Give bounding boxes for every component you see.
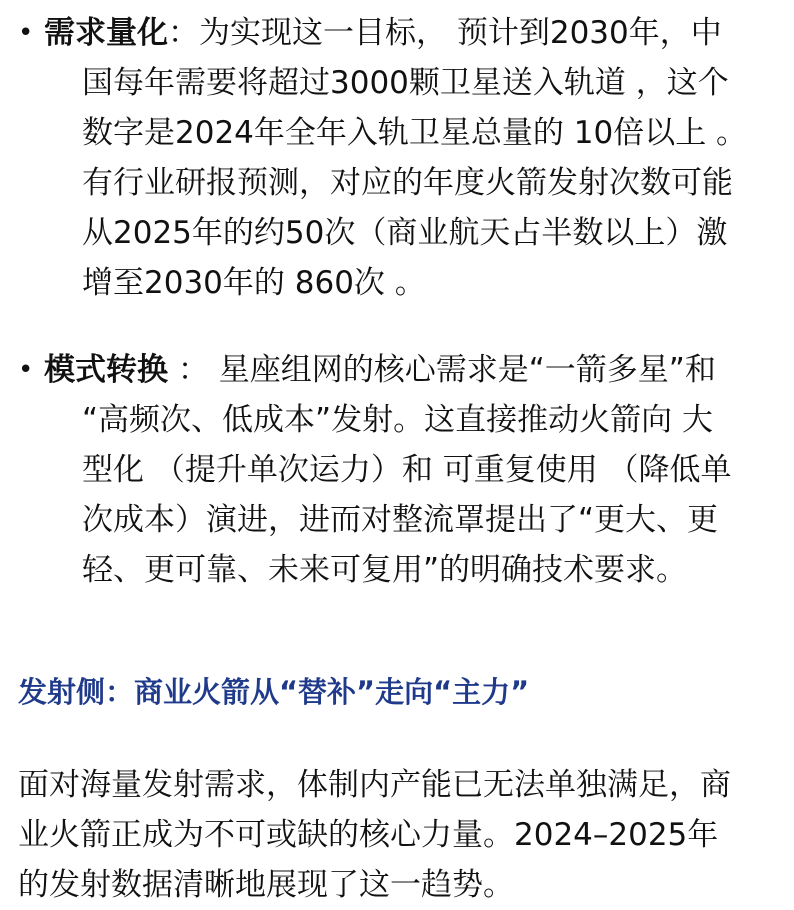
bullet-item-demand — [18, 8, 782, 308]
section-heading: 发射侧：商业火箭从“替补”走向“主力” — [18, 675, 530, 709]
bullet-text-line: 数字是2024年全年入轨卫星总量的 10倍以上 。 — [82, 115, 748, 151]
bullet-text-line: 国每年需要将超过3000颗卫星送入轨道 ，这个 — [82, 65, 729, 101]
bullet-text-line: 次成本）演进，进而对整流罩提出了“更大、更 — [82, 502, 719, 538]
bullet-marker: • — [18, 355, 34, 385]
bullet-text-line: 轻、更可靠、未来可复用”的明确技术要求。 — [82, 552, 688, 588]
bullet-term: 模式转换 — [44, 352, 168, 388]
bullet-text-line: 型化 （提升单次运力）和 可重复使用 （降低单 — [82, 452, 732, 488]
bullet-text-line: 从2025年的约50次（商业航天占半数以上）激 — [82, 215, 728, 251]
paragraph-line: 的发射数据清晰地展现了这一趋势。 — [18, 867, 514, 903]
bullet-item-mode-shift — [18, 345, 782, 595]
bullet-text: ：为实现这一目标， 预计到2030年，中 — [168, 15, 722, 51]
bullet-text-line: 增至2030年的 860次 。 — [82, 265, 426, 301]
bullet-first-line — [44, 8, 782, 58]
bullet-text-line: “高频次、低成本”发射。这直接推动火箭向 大 — [82, 402, 713, 438]
paragraph-line: 业火箭正成为不可或缺的核心力量。2024–2025年 — [18, 817, 719, 853]
body-paragraph — [18, 760, 788, 910]
bullet-first-line — [44, 345, 782, 395]
paragraph-line: 面对海量发射需求，体制内产能已无法单独满足，商 — [18, 767, 731, 803]
bullet-term: 需求量化 — [44, 15, 168, 51]
bullet-text: ： 星座组网的核心需求是“一箭多星”和 — [168, 352, 716, 388]
bullet-marker: • — [18, 18, 34, 48]
bullet-text-line: 有行业研报预测，对应的年度火箭发射次数可能 — [82, 165, 733, 201]
